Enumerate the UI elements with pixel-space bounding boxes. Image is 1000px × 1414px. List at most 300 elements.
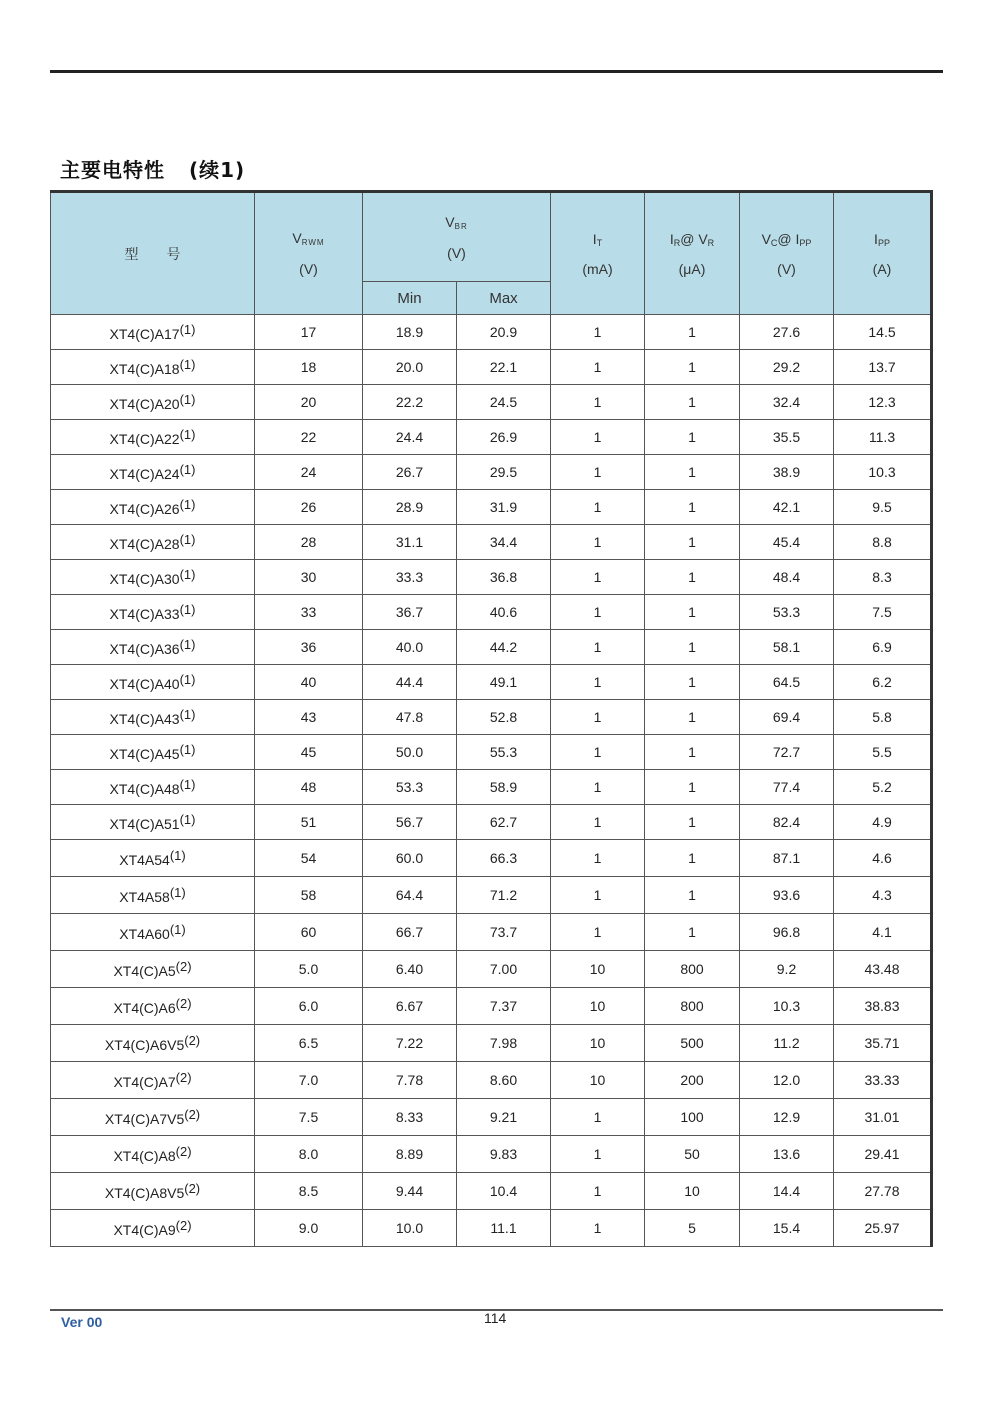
- section-title-text: 主要电特性: [60, 158, 165, 182]
- model-name: XT4(C)A18: [109, 361, 180, 377]
- model-name: XT4(C)A7V5: [104, 1111, 185, 1127]
- model-note: (1): [179, 742, 196, 757]
- cell-max: 7.00: [457, 951, 551, 988]
- table-row: [51, 1173, 932, 1210]
- cell-ir: 1: [645, 315, 740, 350]
- model-name: XT4(C)A36: [109, 641, 180, 657]
- cell-min: 36.7: [363, 595, 457, 630]
- cell-ir: 1: [645, 455, 740, 490]
- cell-ipp: 27.78: [834, 1173, 932, 1210]
- cell-ipp: 5.8: [834, 700, 932, 735]
- cell-max: 9.21: [457, 1099, 551, 1136]
- cell-max: 73.7: [457, 914, 551, 951]
- cell-min: 56.7: [363, 805, 457, 840]
- cell-vrwm: 18: [255, 350, 363, 385]
- cell-max: 22.1: [457, 350, 551, 385]
- model-name: XT4(C)A45: [109, 746, 180, 762]
- cell-it: 1: [551, 840, 645, 877]
- cell-ipp: 11.3: [834, 420, 932, 455]
- cell-vrwm: 6.0: [255, 988, 363, 1025]
- model-name: XT4(C)A33: [109, 606, 180, 622]
- cell-it: 10: [551, 1062, 645, 1099]
- cell-model: [51, 1099, 255, 1136]
- cell-max: 20.9: [457, 315, 551, 350]
- model-name: XT4(C)A6V5: [104, 1037, 185, 1053]
- cell-min: 64.4: [363, 877, 457, 914]
- cell-model: [51, 385, 255, 420]
- model-name: XT4(C)A22: [109, 431, 180, 447]
- cell-model: [51, 420, 255, 455]
- cell-vc: 13.6: [740, 1136, 834, 1173]
- model-name: XT4(C)A43: [109, 711, 180, 727]
- cell-model: [51, 350, 255, 385]
- cell-ir: 50: [645, 1136, 740, 1173]
- table-row: [51, 1025, 932, 1062]
- cell-model: [51, 1136, 255, 1173]
- table-row: [51, 770, 932, 805]
- cell-max: 58.9: [457, 770, 551, 805]
- cell-max: 36.8: [457, 560, 551, 595]
- cell-vrwm: 60: [255, 914, 363, 951]
- cell-vrwm: 26: [255, 490, 363, 525]
- table-row: [51, 665, 932, 700]
- table-row: [51, 525, 932, 560]
- cell-ipp: 33.33: [834, 1062, 932, 1099]
- cell-it: 1: [551, 735, 645, 770]
- cell-max: 11.1: [457, 1210, 551, 1247]
- model-name: XT4(C)A28: [109, 536, 180, 552]
- table-row: [51, 455, 932, 490]
- model-name: XT4(C)A8V5: [104, 1185, 185, 1201]
- cell-it: 1: [551, 560, 645, 595]
- table-row: [51, 805, 932, 840]
- model-name: XT4(C)A8: [113, 1148, 176, 1164]
- cell-model: [51, 805, 255, 840]
- cell-ipp: 4.3: [834, 877, 932, 914]
- cell-ir: 200: [645, 1062, 740, 1099]
- cell-vrwm: 28: [255, 525, 363, 560]
- cell-max: 29.5: [457, 455, 551, 490]
- cell-it: 1: [551, 420, 645, 455]
- table-row: [51, 735, 932, 770]
- cell-vrwm: 43: [255, 700, 363, 735]
- cell-vrwm: 45: [255, 735, 363, 770]
- cell-model: [51, 770, 255, 805]
- cell-min: 6.67: [363, 988, 457, 1025]
- cell-vc: 29.2: [740, 350, 834, 385]
- table-row: [51, 914, 932, 951]
- cell-it: 1: [551, 630, 645, 665]
- cell-ir: 1: [645, 630, 740, 665]
- model-note: (1): [179, 567, 196, 582]
- model-name: XT4A60: [119, 926, 170, 942]
- table-row: [51, 490, 932, 525]
- cell-vc: 27.6: [740, 315, 834, 350]
- cell-vc: 53.3: [740, 595, 834, 630]
- cell-max: 7.98: [457, 1025, 551, 1062]
- cell-ir: 1: [645, 877, 740, 914]
- model-name: XT4(C)A7: [113, 1074, 176, 1090]
- cell-ir: 1: [645, 805, 740, 840]
- cell-vc: 12.0: [740, 1062, 834, 1099]
- cell-vc: 72.7: [740, 735, 834, 770]
- cell-min: 22.2: [363, 385, 457, 420]
- cell-ir: 1: [645, 840, 740, 877]
- model-name: XT4(C)A51: [109, 816, 180, 832]
- cell-it: 1: [551, 914, 645, 951]
- col-header-vbr-max: Max: [457, 282, 551, 315]
- cell-vrwm: 7.0: [255, 1062, 363, 1099]
- cell-ir: 800: [645, 951, 740, 988]
- cell-ipp: 5.5: [834, 735, 932, 770]
- table-row: [51, 595, 932, 630]
- model-note: (2): [184, 1107, 201, 1122]
- model-note: (2): [175, 1070, 192, 1085]
- cell-ir: 1: [645, 595, 740, 630]
- model-note: (1): [169, 922, 186, 937]
- cell-it: 1: [551, 455, 645, 490]
- cell-ipp: 10.3: [834, 455, 932, 490]
- cell-vc: 9.2: [740, 951, 834, 988]
- cell-it: 1: [551, 350, 645, 385]
- cell-model: [51, 525, 255, 560]
- cell-ipp: 8.8: [834, 525, 932, 560]
- model-note: (1): [179, 462, 196, 477]
- cell-max: 52.8: [457, 700, 551, 735]
- cell-model: [51, 665, 255, 700]
- cell-ipp: 25.97: [834, 1210, 932, 1247]
- section-title-suffix: (续1): [189, 158, 246, 182]
- cell-vrwm: 7.5: [255, 1099, 363, 1136]
- cell-vc: 58.1: [740, 630, 834, 665]
- cell-vc: 45.4: [740, 525, 834, 560]
- cell-vc: 42.1: [740, 490, 834, 525]
- cell-vc: 96.8: [740, 914, 834, 951]
- cell-vrwm: 8.0: [255, 1136, 363, 1173]
- table-row: [51, 988, 932, 1025]
- cell-ipp: 6.9: [834, 630, 932, 665]
- col-header-vbr-min: Min: [363, 282, 457, 315]
- cell-min: 44.4: [363, 665, 457, 700]
- cell-ipp: 35.71: [834, 1025, 932, 1062]
- page-number: 114: [484, 1310, 507, 1326]
- cell-ir: 1: [645, 525, 740, 560]
- col-header-vbr: VBR (V): [363, 192, 551, 282]
- cell-vrwm: 33: [255, 595, 363, 630]
- cell-max: 34.4: [457, 525, 551, 560]
- model-note: (1): [169, 848, 186, 863]
- model-name: XT4(C)A48: [109, 781, 180, 797]
- cell-max: 71.2: [457, 877, 551, 914]
- model-note: (1): [179, 672, 196, 687]
- model-note: (1): [179, 777, 196, 792]
- cell-max: 62.7: [457, 805, 551, 840]
- model-note: (1): [179, 357, 196, 372]
- cell-vc: 14.4: [740, 1173, 834, 1210]
- cell-max: 26.9: [457, 420, 551, 455]
- cell-min: 7.78: [363, 1062, 457, 1099]
- version-label: Ver 00: [61, 1314, 103, 1330]
- model-note: (1): [179, 392, 196, 407]
- cell-model: [51, 1173, 255, 1210]
- cell-ir: 1: [645, 385, 740, 420]
- cell-vc: 77.4: [740, 770, 834, 805]
- cell-vc: 38.9: [740, 455, 834, 490]
- table-row: [51, 420, 932, 455]
- table-row: [51, 877, 932, 914]
- cell-ir: 100: [645, 1099, 740, 1136]
- cell-it: 1: [551, 385, 645, 420]
- cell-ipp: 31.01: [834, 1099, 932, 1136]
- cell-max: 10.4: [457, 1173, 551, 1210]
- cell-it: 10: [551, 1025, 645, 1062]
- col-header-ipp: $I_{PP}$ (A): [834, 192, 932, 315]
- model-note: (2): [175, 1218, 192, 1233]
- model-note: (2): [184, 1033, 201, 1048]
- cell-ir: 1: [645, 735, 740, 770]
- cell-it: 1: [551, 1136, 645, 1173]
- cell-min: 40.0: [363, 630, 457, 665]
- col-header-model: 型 号: [51, 192, 255, 315]
- cell-max: 44.2: [457, 630, 551, 665]
- cell-max: 31.9: [457, 490, 551, 525]
- cell-it: 1: [551, 595, 645, 630]
- cell-model: [51, 840, 255, 877]
- model-note: (1): [179, 637, 196, 652]
- model-name: XT4(C)A30: [109, 571, 180, 587]
- model-note: (2): [184, 1181, 201, 1196]
- cell-min: 10.0: [363, 1210, 457, 1247]
- cell-ir: 1: [645, 350, 740, 385]
- cell-ipp: 29.41: [834, 1136, 932, 1173]
- cell-max: 49.1: [457, 665, 551, 700]
- table-row: [51, 350, 932, 385]
- cell-vrwm: 9.0: [255, 1210, 363, 1247]
- cell-ipp: 7.5: [834, 595, 932, 630]
- table-row: [51, 700, 932, 735]
- table-row: [51, 1136, 932, 1173]
- cell-vc: 69.4: [740, 700, 834, 735]
- cell-ipp: 12.3: [834, 385, 932, 420]
- cell-vrwm: 17: [255, 315, 363, 350]
- cell-min: 20.0: [363, 350, 457, 385]
- cell-ir: 10: [645, 1173, 740, 1210]
- cell-vrwm: 51: [255, 805, 363, 840]
- cell-model: [51, 951, 255, 988]
- cell-vc: 11.2: [740, 1025, 834, 1062]
- model-note: (2): [175, 959, 192, 974]
- cell-ipp: 9.5: [834, 490, 932, 525]
- cell-it: 1: [551, 770, 645, 805]
- cell-model: [51, 735, 255, 770]
- model-name: XT4A58: [119, 889, 170, 905]
- cell-vc: 12.9: [740, 1099, 834, 1136]
- table-row: [51, 1099, 932, 1136]
- cell-ipp: 14.5: [834, 315, 932, 350]
- cell-min: 31.1: [363, 525, 457, 560]
- cell-ir: 1: [645, 560, 740, 595]
- cell-ipp: 5.2: [834, 770, 932, 805]
- cell-model: [51, 560, 255, 595]
- cell-model: [51, 595, 255, 630]
- cell-ipp: 4.1: [834, 914, 932, 951]
- cell-vc: 35.5: [740, 420, 834, 455]
- cell-min: 66.7: [363, 914, 457, 951]
- cell-vc: 93.6: [740, 877, 834, 914]
- cell-it: 10: [551, 988, 645, 1025]
- cell-ipp: 8.3: [834, 560, 932, 595]
- cell-max: 7.37: [457, 988, 551, 1025]
- cell-model: [51, 914, 255, 951]
- cell-min: 8.33: [363, 1099, 457, 1136]
- model-name: XT4(C)A24: [109, 466, 180, 482]
- model-name: XT4(C)A17: [109, 326, 180, 342]
- cell-vrwm: 22: [255, 420, 363, 455]
- table-row: [51, 840, 932, 877]
- model-note: (1): [179, 707, 196, 722]
- cell-ipp: 43.48: [834, 951, 932, 988]
- cell-min: 50.0: [363, 735, 457, 770]
- cell-model: [51, 700, 255, 735]
- cell-min: 60.0: [363, 840, 457, 877]
- cell-model: [51, 490, 255, 525]
- cell-it: 1: [551, 525, 645, 560]
- cell-ir: 500: [645, 1025, 740, 1062]
- cell-model: [51, 1210, 255, 1247]
- cell-vrwm: 8.5: [255, 1173, 363, 1210]
- model-note: (1): [179, 322, 196, 337]
- model-note: (1): [179, 812, 196, 827]
- cell-min: 7.22: [363, 1025, 457, 1062]
- table-body: [51, 315, 932, 1247]
- model-note: (2): [175, 1144, 192, 1159]
- table-row: [51, 630, 932, 665]
- cell-model: [51, 877, 255, 914]
- cell-ir: 5: [645, 1210, 740, 1247]
- cell-min: 9.44: [363, 1173, 457, 1210]
- table-row: [51, 385, 932, 420]
- cell-model: [51, 988, 255, 1025]
- cell-vrwm: 5.0: [255, 951, 363, 988]
- cell-model: [51, 455, 255, 490]
- cell-it: 1: [551, 665, 645, 700]
- cell-model: [51, 1062, 255, 1099]
- model-note: (1): [179, 602, 196, 617]
- model-name: XT4(C)A26: [109, 501, 180, 517]
- model-name: XT4(C)A9: [113, 1222, 176, 1238]
- cell-max: 55.3: [457, 735, 551, 770]
- cell-vrwm: 48: [255, 770, 363, 805]
- cell-min: 28.9: [363, 490, 457, 525]
- cell-model: [51, 1025, 255, 1062]
- cell-vc: 10.3: [740, 988, 834, 1025]
- col-header-it: $I_T$ (mA): [551, 192, 645, 315]
- cell-ir: 1: [645, 914, 740, 951]
- model-note: (1): [169, 885, 186, 900]
- cell-min: 24.4: [363, 420, 457, 455]
- header-row: [51, 192, 932, 282]
- model-name: XT4A54: [119, 852, 170, 868]
- cell-model: [51, 630, 255, 665]
- cell-vrwm: 30: [255, 560, 363, 595]
- cell-vc: 32.4: [740, 385, 834, 420]
- cell-ir: 800: [645, 988, 740, 1025]
- table-row: [51, 1210, 932, 1247]
- model-name: XT4(C)A20: [109, 396, 180, 412]
- cell-min: 47.8: [363, 700, 457, 735]
- electrical-characteristics-table: [50, 190, 931, 1247]
- cell-vc: 48.4: [740, 560, 834, 595]
- cell-max: 66.3: [457, 840, 551, 877]
- cell-it: 1: [551, 1173, 645, 1210]
- cell-it: 1: [551, 1210, 645, 1247]
- cell-vrwm: 36: [255, 630, 363, 665]
- cell-it: 1: [551, 700, 645, 735]
- cell-vrwm: 40: [255, 665, 363, 700]
- cell-vrwm: 54: [255, 840, 363, 877]
- cell-vrwm: 6.5: [255, 1025, 363, 1062]
- table-row: [51, 1062, 932, 1099]
- cell-vc: 64.5: [740, 665, 834, 700]
- model-name: XT4(C)A6: [113, 1000, 176, 1016]
- cell-ir: 1: [645, 700, 740, 735]
- cell-ir: 1: [645, 420, 740, 455]
- table-row: [51, 560, 932, 595]
- cell-ipp: 4.6: [834, 840, 932, 877]
- model-note: (1): [179, 427, 196, 442]
- col-header-vc: $V_C@$ $I_{PP}$ (V): [740, 192, 834, 315]
- cell-ir: 1: [645, 770, 740, 805]
- col-header-ir: $I_R@$ $V_R$ (μA): [645, 192, 740, 315]
- cell-ir: 1: [645, 665, 740, 700]
- cell-min: 33.3: [363, 560, 457, 595]
- cell-vrwm: 24: [255, 455, 363, 490]
- cell-max: 9.83: [457, 1136, 551, 1173]
- cell-vc: 15.4: [740, 1210, 834, 1247]
- cell-vrwm: 58: [255, 877, 363, 914]
- cell-vc: 82.4: [740, 805, 834, 840]
- model-note: (1): [179, 532, 196, 547]
- cell-it: 1: [551, 877, 645, 914]
- cell-ipp: 6.2: [834, 665, 932, 700]
- col-header-vrwm: VRWM (V): [255, 192, 363, 315]
- table-row: [51, 951, 932, 988]
- cell-it: 1: [551, 1099, 645, 1136]
- cell-vc: 87.1: [740, 840, 834, 877]
- cell-max: 8.60: [457, 1062, 551, 1099]
- model-note: (1): [179, 497, 196, 512]
- cell-it: 1: [551, 490, 645, 525]
- top-rule: [50, 70, 943, 73]
- model-name: XT4(C)A40: [109, 676, 180, 692]
- cell-ipp: 38.83: [834, 988, 932, 1025]
- cell-ir: 1: [645, 490, 740, 525]
- section-title: [60, 154, 245, 183]
- table-row: [51, 315, 932, 350]
- model-name: XT4(C)A5: [113, 963, 176, 979]
- cell-ipp: 13.7: [834, 350, 932, 385]
- cell-min: 8.89: [363, 1136, 457, 1173]
- cell-it: 1: [551, 315, 645, 350]
- model-note: (2): [175, 996, 192, 1011]
- cell-min: 18.9: [363, 315, 457, 350]
- cell-min: 53.3: [363, 770, 457, 805]
- cell-vrwm: 20: [255, 385, 363, 420]
- cell-max: 24.5: [457, 385, 551, 420]
- cell-model: [51, 315, 255, 350]
- cell-max: 40.6: [457, 595, 551, 630]
- cell-it: 10: [551, 951, 645, 988]
